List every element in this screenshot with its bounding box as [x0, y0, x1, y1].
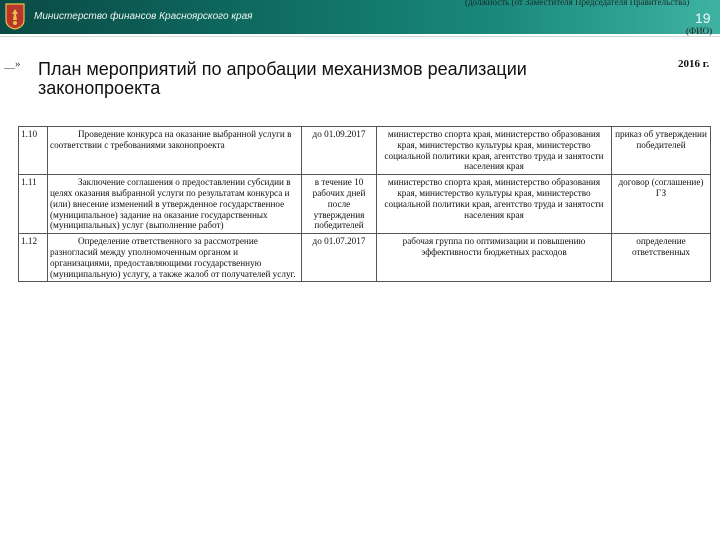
responsible-executors: министерство спорта края, министерство образования края, министерство культуры края, министерство социальной политики края, агентство труда и занятости населения края	[377, 127, 612, 175]
table-row	[19, 234, 711, 282]
ministry-name: Министерство финансов Красноярского края	[34, 11, 253, 22]
fio-label: (ФИО)	[686, 26, 713, 36]
coat-of-arms-icon	[5, 3, 25, 30]
table-row	[19, 127, 711, 175]
expected-result: договор (соглашение) ГЗ	[612, 175, 711, 234]
year-label: 2016 г.	[678, 58, 710, 70]
page-title: План мероприятий по апробации механизмов реализации законопроекта	[38, 59, 527, 98]
slide-header	[0, 0, 720, 34]
responsible-executors: министерство спорта края, министерство образования края, министерство культуры края, министерство социальной политики края, агентство труда и занятости населения края	[377, 175, 612, 234]
row-number: 1.10	[19, 127, 48, 175]
position-note: (должность (от Заместителя Председателя Правительства)	[465, 0, 690, 7]
expected-result: приказ об утверждении победителей	[612, 127, 711, 175]
activity-description	[48, 175, 302, 234]
row-number: 1.12	[19, 234, 48, 282]
row-number: 1.11	[19, 175, 48, 234]
deadline: в течение 10 рабочих дней после утверждения победителей	[302, 175, 377, 234]
header-divider	[0, 36, 720, 37]
plan-table	[18, 126, 711, 282]
date-fragment: __»	[4, 58, 21, 70]
page-number: 19	[695, 10, 711, 26]
description-text: Определение ответственного за рассмотрение разногласий между уполномоченным органом и организациями, предоставляющими государственную (муниципальную) услугу, а также жалоб от получателей услуг.	[50, 236, 296, 279]
activity-description	[48, 234, 302, 282]
deadline: до 01.07.2017	[302, 234, 377, 282]
responsible-executors: рабочая группа по оптимизации и повышению эффективности бюджетных расходов	[377, 234, 612, 282]
description-text: Заключение соглашения о предоставлении субсидии в целях оказания выбранной услуги по результатам конкурса и (или) внесение изменений в утвержденное государственное (муниципальное) задание на оказание государственных (муниципальных) услуг (выполнение работ)	[50, 177, 291, 231]
table-row	[19, 175, 711, 234]
activity-description	[48, 127, 302, 175]
deadline: до 01.09.2017	[302, 127, 377, 175]
expected-result: определение ответственных	[612, 234, 711, 282]
description-text: Проведение конкурса на оказание выбранной услуги в соответствии с требованиями законопроекта	[50, 129, 292, 150]
